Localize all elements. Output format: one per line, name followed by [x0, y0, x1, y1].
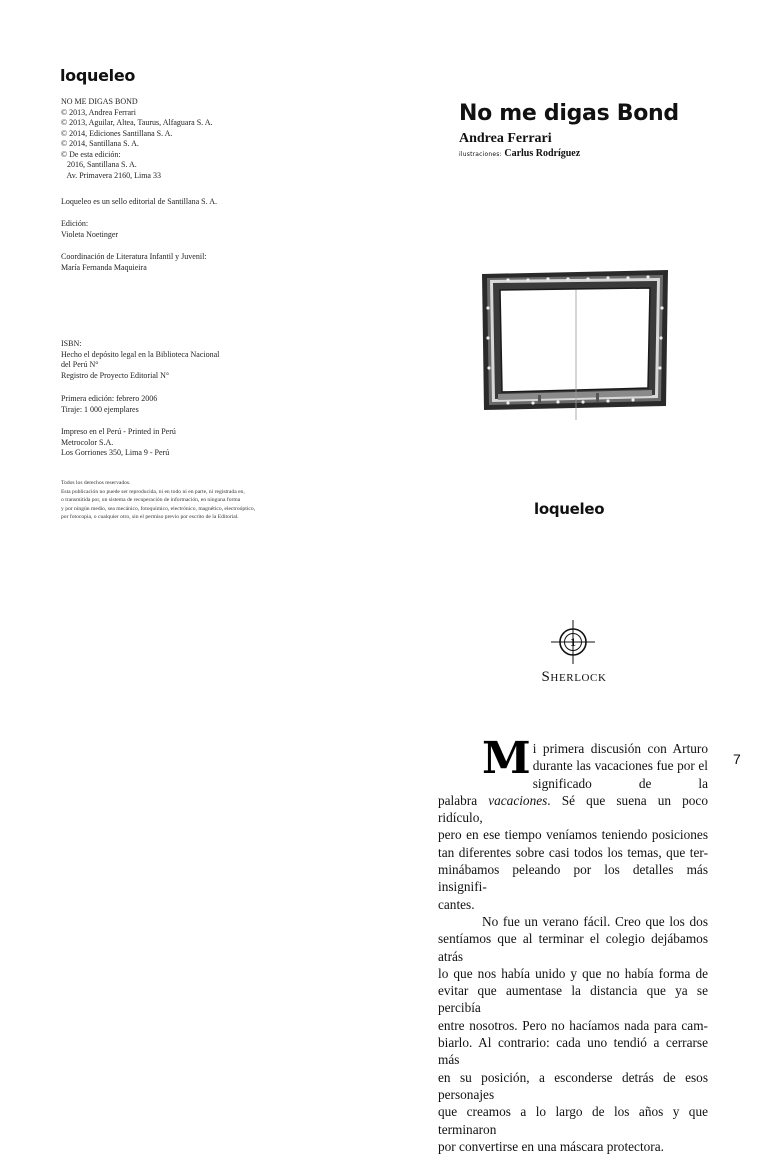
legal-line: Esta publicación no puede ser reproducida, ni en todo ni en parte, ni registrada en,	[61, 488, 245, 495]
text-line: cantes.	[438, 896, 475, 912]
page-number: 7	[733, 751, 741, 767]
text-line: durante las vacaciones fue por el significado de la	[532, 758, 708, 791]
copyright-line: © 2013, Aguilar, Altea, Taurus, Alfaguara S. A.	[61, 118, 213, 127]
text-line: pero en ese tiempo veníamos teniendo posiciones	[438, 827, 708, 843]
text-line: en su posición, a esconderse detrás de esos personajes	[438, 1069, 708, 1102]
copyright-line: © 2014, Ediciones Santillana S. A.	[61, 128, 173, 138]
isbn-line: ISBN:	[61, 339, 82, 348]
text-line: sentíamos que al terminar el colegio dejábamos atrás	[438, 931, 708, 964]
text-line: minábamos peleando por los detalles más insignifi-	[438, 862, 708, 895]
chapter-title: Sherlock	[541, 669, 607, 685]
publisher-logo-bottom: loqueleo	[534, 500, 605, 518]
seal-line-block	[61, 197, 321, 208]
text-fragment: palabra	[438, 792, 489, 808]
text-line: lo que nos había unido y que no había forma de	[438, 965, 708, 981]
italic-word: vacaciones	[488, 792, 548, 808]
isbn-line: Hecho el depósito legal en la Biblioteca Nacional	[61, 349, 220, 359]
copyright-line: 2016, Santillana S. A.	[61, 160, 137, 169]
paragraph-2	[438, 913, 708, 1155]
text-line: No fue un verano fácil. Creo que los dos	[482, 913, 708, 929]
legal-line: o transmitida por, un sistema de recuperación de información, en ninguna forma	[61, 497, 241, 504]
coordination-label: Coordinación de Literatura Infantil y Juvenil:	[61, 252, 207, 261]
illustrations-label: ilustraciones:	[459, 151, 502, 158]
legal-notice	[61, 479, 321, 522]
text-line: evitar que aumentase la distancia que ya se percibía	[438, 983, 708, 1016]
seal-line: Loqueleo es un sello editorial de Santillana S. A.	[61, 197, 217, 206]
copyright-line: NO ME DIGAS BOND	[61, 97, 138, 106]
copyright-block	[61, 97, 321, 181]
isbn-block	[61, 339, 321, 381]
legal-line: por fotocopia, o cualquier otro, sin el permiso previo por escrito de la Editorial.	[61, 514, 239, 521]
printer-line: Impreso en el Perú - Printed in Perú	[61, 427, 176, 436]
printer-line: Los Gorriones 350, Lima 9 - Perú	[61, 448, 170, 457]
text-line: por convertirse en una máscara protectora.	[438, 1138, 664, 1154]
text-fragment: . Sé que suena un poco ridículo,	[438, 792, 708, 826]
copyright-line: © 2013, Andrea Ferrari	[61, 107, 136, 117]
chapter-body	[438, 733, 708, 1155]
chapter-number: 1	[570, 635, 576, 649]
text-line: tan diferentes sobre casi todos los temas, que ter-	[438, 844, 708, 860]
text-line: entre nosotros. Pero no hacíamos nada para cam-	[438, 1017, 708, 1033]
text-line: que creamos a lo largo de los años y que terminaron	[438, 1104, 708, 1137]
illustrator-credit	[459, 148, 580, 159]
copyright-line: © 2014, Santillana S. A.	[61, 139, 139, 148]
edition-label: Edición:	[61, 219, 89, 228]
coordination-block	[61, 252, 321, 273]
legal-line: Todos los derechos reservados.	[61, 480, 131, 486]
copyright-line: Av. Primavera 2160, Lima 33	[61, 170, 161, 180]
picture-frame-illustration	[478, 268, 672, 426]
edition-editor: Violeta Noetinger	[61, 229, 119, 239]
publisher-logo-top: loqueleo	[60, 66, 136, 85]
printer-line: Metrocolor S.A.	[61, 437, 114, 447]
text-line	[438, 792, 708, 827]
book-title: No me digas Bond	[459, 101, 679, 126]
printing-line: Primera edición: febrero 2006	[61, 394, 158, 403]
isbn-line: del Perú N°	[61, 360, 99, 369]
text-line: biarlo. Al contrario: cada uno tendió a cerrarse más	[438, 1035, 708, 1068]
printing-line: Tiraje: 1 000 ejemplares	[61, 404, 139, 414]
copyright-line: © De esta edición:	[61, 149, 121, 159]
paragraph-1	[438, 733, 708, 913]
isbn-line: Registro de Proyecto Editorial N°	[61, 370, 170, 380]
legal-line: y por ningún medio, sea mecánico, fotoquímico, electrónico, magnético, electroóptico,	[61, 505, 256, 512]
printing-block	[61, 394, 321, 415]
coordination-name: María Fernanda Maquieira	[61, 262, 147, 272]
book-author: Andrea Ferrari	[459, 131, 552, 146]
text-line: i primera discusión con Arturo	[532, 741, 708, 756]
illustrator-name: Carlus Rodríguez	[504, 148, 581, 159]
drop-cap: M	[482, 733, 531, 784]
edition-block	[61, 219, 321, 240]
crosshair-icon	[550, 619, 596, 665]
printer-block	[61, 427, 321, 459]
